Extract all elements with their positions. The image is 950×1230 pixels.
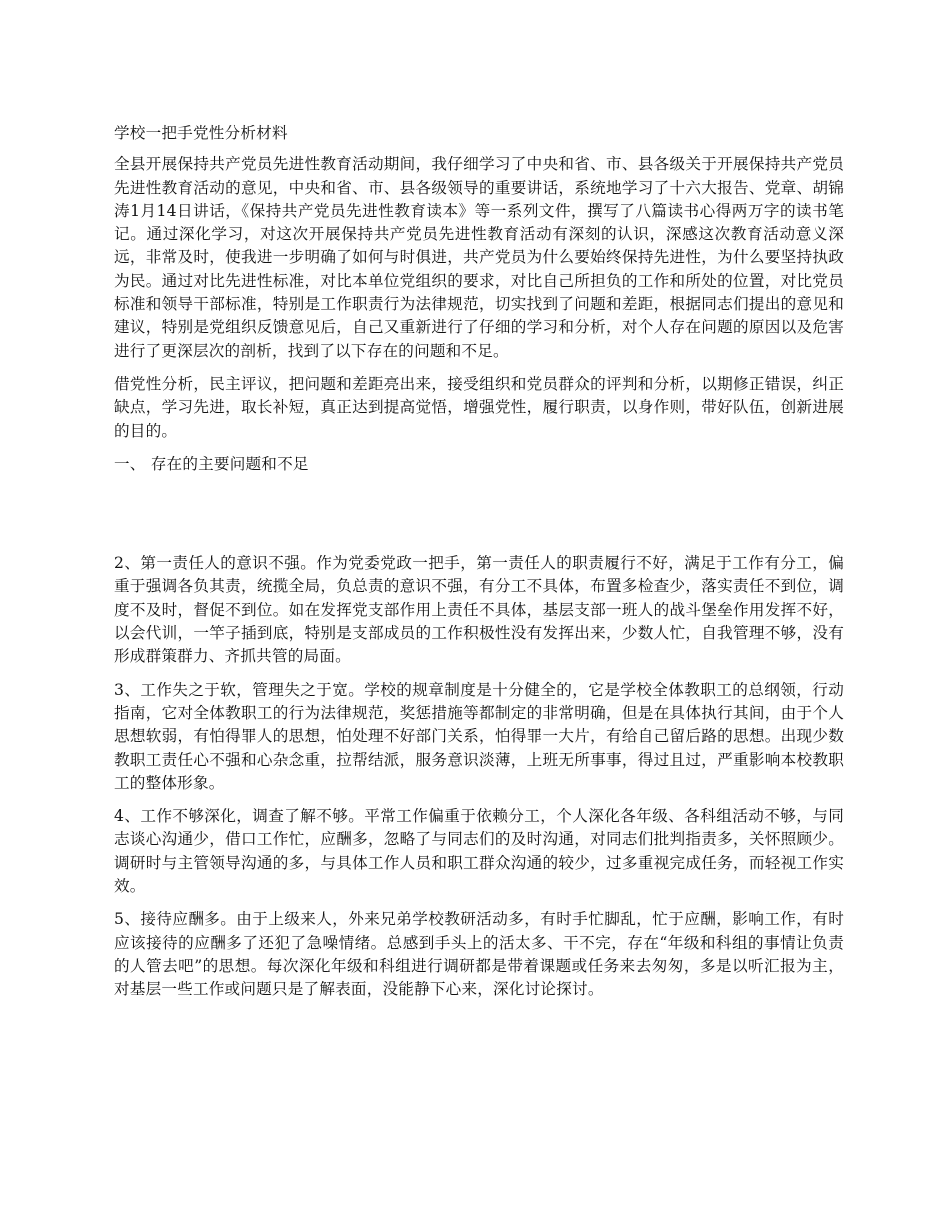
item-paragraph-3: 3、工作失之于软，管理失之于宽。学校的规章制度是十分健全的，它是学校全体教职工的总纲领，行动指南，它对全体教职工的行为法律规范，奖惩措施等都制定的非常明确，但是在具体执行其间，由于个人思想软弱，有怕得罪人的思想，怕处理不好部门关系，怕得罪一大片，有给自己留后路的思想。出现少数教职工责任心不强和心杂念重，拉帮结派，服务意识淡薄，上班无所事事，得过且过，严重影响本校教职工的整体形象。 [114,680,844,792]
intro-paragraph-1: 全县开展保持共产党员先进性教育活动期间，我仔细学习了中央和省、市、县各级关于开展保持共产党员先进性教育活动的意见，中央和省、市、县各级领导的重要讲话，系统地学习了十六大报告、党章、胡锦涛1月14日讲话，《保持共产党员先进性教育读本》等一系列文件，撰写了八篇读书心得两万字的读书笔记。通过深化学习，对这次开展保持共产党员先进性教育活动有深刻的认识，深感这次教育活动意义深远，非常及时，使我进一步明确了如何与时俱进，共产党员为什么要始终保持先进性，为什么要坚持执政为民。通过对比先进性标准，对比本单位党组织的要求，对比自己所担负的工作和所处的位置，对比党员标准和领导干部标准，特别是工作职责行为法律规范，切实找到了问题和差距，根据同志们提出的意见和建议，特别是党组织反馈意见后，自己又重新进行了仔细的学习和分析，对个人存在问题的原因以及危害进行了更深层次的剖析，找到了以下存在的问题和不足。 [114,155,844,360]
blank-gap [114,476,844,552]
intro-paragraph-2: 借党性分析，民主评议，把问题和差距亮出来，接受组织和党员群众的评判和分析，以期修正错误，纠正缺点，学习先进，取长补短，真正达到提高觉悟，增强党性，履行职责，以身作则，带好队伍，创新进展的目的。 [114,374,844,440]
section-heading: 一、 存在的主要问题和不足 [114,454,309,473]
document-page [114,122,844,1012]
item-paragraph-4: 4、工作不够深化，调查了解不够。平常工作偏重于依赖分工，个人深化各年级、各科组活动不够，与同志谈心沟通少，借口工作忙，应酬多，忽略了与同志们的及时沟通，对同志们批判指责多，关怀照顾少。调研时与主管领导沟通的多，与具体工作人员和职工群众沟通的较少，过多重视完成任务，而轻视工作实效。 [114,807,844,896]
item-paragraph-2: 2、第一责任人的意识不强。作为党委党政一把手，第一责任人的职责履行不好，满足于工作有分工，偏重于强调各负其责，统揽全局，负总责的意识不强，有分工不具体，布置多检查少，落实责任不到位，调度不及时，督促不到位。如在发挥党支部作用上责任不具体，基层支部一班人的战斗堡垒作用发挥不好，以会代训，一竿子插到底，特别是支部成员的工作积极性没有发挥出来，少数人忙，自我管理不够，没有形成群策群力、齐抓共管的局面。 [114,554,844,666]
item-paragraph-5: 5、接待应酬多。由于上级来人，外来兄弟学校教研活动多，有时手忙脚乱，忙于应酬，影响工作，有时应该接待的应酬多了还犯了急噪情绪。总感到手头上的活太多、干不完，存在“年级和科组的事情让负责的人管去吧”的思想。每次深化年级和科组进行调研都是带着课题或任务来去匆匆，多是以听汇报为主，对基层一些工作或问题只是了解表面，没能静下心来，深化讨论探讨。 [114,910,844,999]
document-title: 学校一把手党性分析材料 [114,124,288,142]
